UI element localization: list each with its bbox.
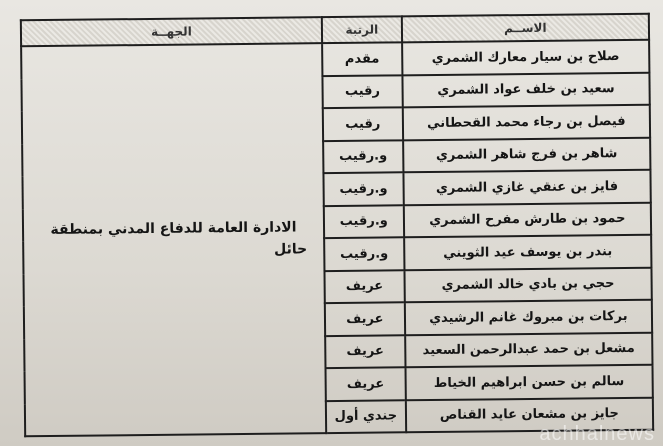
cell-rank: رقيب: [323, 107, 403, 140]
cell-rank: و.رقيب: [324, 205, 404, 238]
cell-name: شاهر بن فرج شاهر الشمري: [403, 137, 651, 172]
header-name: الاســم: [402, 14, 649, 43]
cell-name: فايز بن عنقي غازي الشمري: [403, 170, 651, 205]
watermark: achhalnews: [539, 423, 655, 445]
header-rank: الرتبة: [322, 16, 402, 43]
cell-rank: رقيب: [322, 75, 402, 108]
entity-line-2: حائل: [273, 241, 308, 258]
cell-name: حجي بن بادي خالد الشمري: [404, 267, 652, 302]
cell-name: مشعل بن حمد عبدالرحمن السعيد: [405, 332, 653, 367]
cell-rank: عريف: [325, 302, 405, 335]
cell-rank: و.رقيب: [323, 140, 403, 173]
cell-rank: عريف: [325, 335, 405, 368]
cell-name: سعيد بن خلف عواد الشمري: [402, 72, 650, 107]
cell-rank: مقدم: [322, 42, 402, 75]
cell-rank: و.رقيب: [324, 237, 404, 270]
cell-entity: [21, 43, 326, 436]
cell-rank: جندي أول: [326, 400, 406, 433]
cell-rank: و.رقيب: [323, 172, 403, 205]
cell-name: جايز بن مشعان عايد القناص: [406, 397, 654, 432]
cell-name: بركات بن مبروك غانم الرشيدي: [405, 300, 653, 335]
cell-name: فيصل بن رجاء محمد القحطاني: [403, 105, 651, 140]
entity-line-1: الادارة العامة للدفاع المدني بمنطقة: [50, 219, 297, 238]
cell-rank: عريف: [324, 270, 404, 303]
cell-name: حمود بن طارش مفرح الشمري: [404, 202, 652, 237]
cell-name: سالم بن حسن ابراهيم الخياط: [405, 365, 653, 400]
personnel-table: [20, 13, 654, 438]
cell-name: بندر بن يوسف عيد الثويني: [404, 235, 652, 270]
cell-name: صلاح بن سيار معارك الشمري: [402, 40, 650, 75]
header-entity: الجهــة: [21, 17, 322, 46]
cell-rank: عريف: [325, 367, 405, 400]
